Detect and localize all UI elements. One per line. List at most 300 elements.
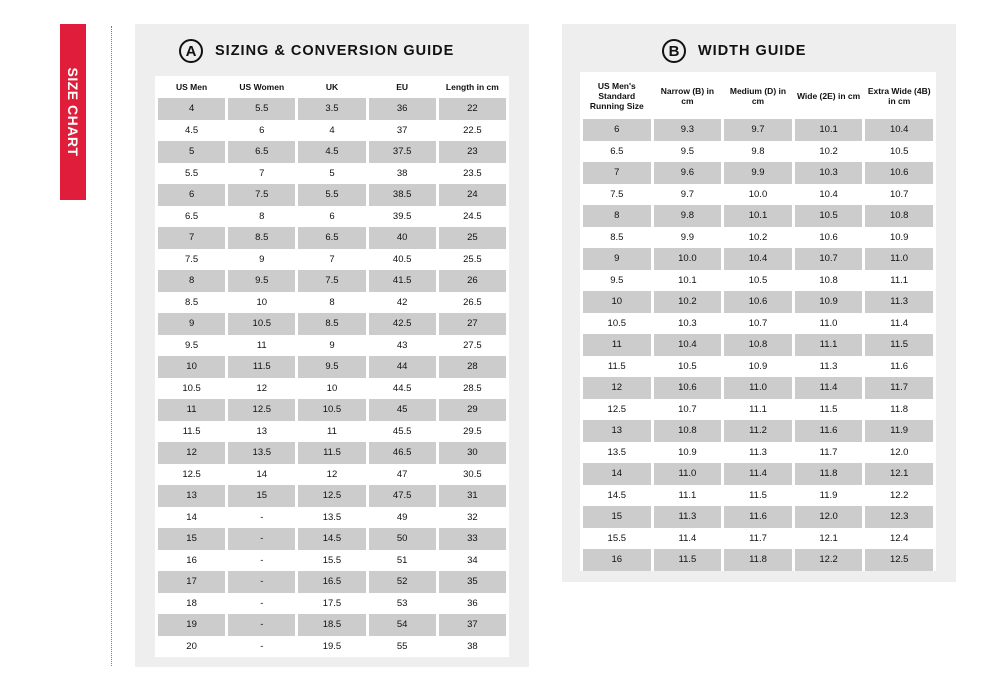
- table-cell: 10.7: [795, 248, 863, 270]
- table-cell: 10.6: [724, 291, 792, 313]
- table-cell: 11.3: [654, 506, 722, 528]
- table-cell: 7.5: [298, 270, 365, 292]
- table-cell: 3.5: [298, 98, 365, 120]
- table-row: [583, 399, 933, 421]
- table-cell: 54: [369, 614, 436, 636]
- table-cell: 11.4: [865, 313, 933, 335]
- table-cell: 44: [369, 356, 436, 378]
- table-cell: 7.5: [583, 184, 651, 206]
- table-cell: 9.3: [654, 119, 722, 141]
- table-cell: 11.0: [654, 463, 722, 485]
- table-row: [583, 184, 933, 206]
- table-cell: 15.5: [583, 528, 651, 550]
- table-cell: 45: [369, 399, 436, 421]
- table-cell: 10.5: [654, 356, 722, 378]
- table-row: [583, 205, 933, 227]
- table-cell: 9.9: [654, 227, 722, 249]
- table-row: [158, 335, 506, 357]
- table-cell: 9.7: [654, 184, 722, 206]
- table-cell: 11: [298, 421, 365, 443]
- table-cell: 11.5: [654, 549, 722, 571]
- table-cell: 18.5: [298, 614, 365, 636]
- table-cell: 36: [369, 98, 436, 120]
- table-cell: 20: [158, 636, 225, 658]
- table-row: [158, 421, 506, 443]
- width-title: WIDTH GUIDE: [698, 43, 807, 59]
- width-table-body: [583, 119, 933, 571]
- table-cell: 47: [369, 464, 436, 486]
- sizing-header-row: [158, 76, 506, 98]
- table-cell: 16: [158, 550, 225, 572]
- table-cell: 5: [298, 163, 365, 185]
- table-cell: 10: [583, 291, 651, 313]
- table-cell: 24.5: [439, 206, 506, 228]
- table-row: [158, 571, 506, 593]
- table-cell: 14.5: [583, 485, 651, 507]
- table-cell: 12.5: [298, 485, 365, 507]
- table-cell: 7: [583, 162, 651, 184]
- table-cell: 9.5: [583, 270, 651, 292]
- table-cell: 23.5: [439, 163, 506, 185]
- table-cell: 5.5: [158, 163, 225, 185]
- table-cell: 10.1: [795, 119, 863, 141]
- table-cell: 11.1: [865, 270, 933, 292]
- table-cell: 11.9: [795, 485, 863, 507]
- table-cell: 14.5: [298, 528, 365, 550]
- table-row: [158, 249, 506, 271]
- table-row: [158, 98, 506, 120]
- table-cell: 10.5: [228, 313, 295, 335]
- table-cell: 10.5: [158, 378, 225, 400]
- table-cell: 11.0: [724, 377, 792, 399]
- table-cell: 24: [439, 184, 506, 206]
- table-cell: -: [228, 507, 295, 529]
- column-header: Narrow (B) in cm: [660, 85, 715, 106]
- table-row: [158, 313, 506, 335]
- table-cell: 10.4: [724, 248, 792, 270]
- table-cell: 12: [298, 464, 365, 486]
- table-cell: 11.7: [795, 442, 863, 464]
- table-cell: 7: [298, 249, 365, 271]
- table-cell: 10.0: [724, 184, 792, 206]
- table-cell: 9.5: [228, 270, 295, 292]
- table-cell: 17: [158, 571, 225, 593]
- table-cell: 11.3: [865, 291, 933, 313]
- table-cell: 10.6: [654, 377, 722, 399]
- column-header: Wide (2E) in cm: [796, 90, 861, 101]
- table-cell: 5.5: [298, 184, 365, 206]
- table-cell: 10.8: [724, 334, 792, 356]
- table-cell: 8.5: [583, 227, 651, 249]
- table-cell: 10.9: [795, 291, 863, 313]
- table-cell: 5.5: [228, 98, 295, 120]
- table-cell: 11.8: [724, 549, 792, 571]
- table-cell: 11.3: [724, 442, 792, 464]
- width-table: [580, 72, 936, 571]
- table-cell: 11.5: [298, 442, 365, 464]
- table-cell: -: [228, 550, 295, 572]
- table-cell: 12: [583, 377, 651, 399]
- table-cell: 19.5: [298, 636, 365, 658]
- table-cell: 11.5: [158, 421, 225, 443]
- table-cell: 45.5: [369, 421, 436, 443]
- table-cell: 10.5: [724, 270, 792, 292]
- table-cell: 9: [158, 313, 225, 335]
- table-cell: 15: [583, 506, 651, 528]
- table-cell: 4.5: [158, 120, 225, 142]
- table-cell: 55: [369, 636, 436, 658]
- table-cell: 19: [158, 614, 225, 636]
- table-cell: 16: [583, 549, 651, 571]
- table-row: [158, 442, 506, 464]
- table-cell: 12: [158, 442, 225, 464]
- table-cell: 12.5: [158, 464, 225, 486]
- table-row: [583, 420, 933, 442]
- table-row: [158, 464, 506, 486]
- table-cell: 9: [298, 335, 365, 357]
- table-cell: 12: [228, 378, 295, 400]
- table-cell: 9.5: [298, 356, 365, 378]
- table-row: [158, 507, 506, 529]
- table-cell: 29: [439, 399, 506, 421]
- table-cell: 6: [158, 184, 225, 206]
- table-cell: 27.5: [439, 335, 506, 357]
- table-cell: 10.5: [865, 141, 933, 163]
- table-cell: 38: [369, 163, 436, 185]
- table-cell: 4.5: [298, 141, 365, 163]
- table-cell: 10: [298, 378, 365, 400]
- table-cell: 30.5: [439, 464, 506, 486]
- table-cell: 11.3: [795, 356, 863, 378]
- section-b-badge: B: [662, 39, 686, 63]
- table-cell: 18: [158, 593, 225, 615]
- table-row: [583, 119, 933, 141]
- table-row: [158, 141, 506, 163]
- table-cell: 12.0: [865, 442, 933, 464]
- sizing-conversion-panel: [135, 24, 529, 667]
- table-cell: 33: [439, 528, 506, 550]
- table-cell: 46.5: [369, 442, 436, 464]
- table-row: [583, 334, 933, 356]
- table-cell: 10.4: [654, 334, 722, 356]
- table-cell: 9.8: [654, 205, 722, 227]
- width-guide-panel: [562, 24, 956, 582]
- table-cell: 6.5: [228, 141, 295, 163]
- table-cell: 11.4: [795, 377, 863, 399]
- table-cell: 12.4: [865, 528, 933, 550]
- table-cell: 9.9: [724, 162, 792, 184]
- table-row: [583, 377, 933, 399]
- table-cell: 10.4: [865, 119, 933, 141]
- table-cell: 5: [158, 141, 225, 163]
- table-cell: 14: [583, 463, 651, 485]
- table-cell: 11.6: [724, 506, 792, 528]
- table-cell: 11.4: [724, 463, 792, 485]
- width-header-row: [583, 72, 933, 119]
- table-cell: 30: [439, 442, 506, 464]
- column-header: Medium (D) in cm: [729, 85, 787, 106]
- table-cell: 11.1: [724, 399, 792, 421]
- table-row: [158, 227, 506, 249]
- table-cell: 10: [158, 356, 225, 378]
- table-cell: 37: [369, 120, 436, 142]
- table-row: [583, 313, 933, 335]
- table-cell: 28.5: [439, 378, 506, 400]
- table-row: [583, 248, 933, 270]
- table-cell: 10.7: [865, 184, 933, 206]
- table-cell: 28: [439, 356, 506, 378]
- table-cell: 11.8: [865, 399, 933, 421]
- table-cell: 10.6: [865, 162, 933, 184]
- table-cell: 12.5: [865, 549, 933, 571]
- table-cell: 10.5: [298, 399, 365, 421]
- table-cell: 4: [298, 120, 365, 142]
- table-cell: 51: [369, 550, 436, 572]
- sizing-table: [155, 76, 509, 657]
- table-cell: 11.5: [795, 399, 863, 421]
- table-cell: 17.5: [298, 593, 365, 615]
- table-cell: 14: [228, 464, 295, 486]
- table-cell: -: [228, 528, 295, 550]
- column-header: Extra Wide (4B) in cm: [867, 85, 931, 106]
- table-cell: 50: [369, 528, 436, 550]
- table-row: [158, 593, 506, 615]
- table-cell: -: [228, 636, 295, 658]
- table-cell: 11.0: [865, 248, 933, 270]
- table-cell: 42: [369, 292, 436, 314]
- table-cell: 11.5: [583, 356, 651, 378]
- table-row: [158, 120, 506, 142]
- table-cell: 10.5: [795, 205, 863, 227]
- table-cell: 9: [583, 248, 651, 270]
- table-cell: 11.6: [795, 420, 863, 442]
- table-row: [158, 485, 506, 507]
- table-cell: 38: [439, 636, 506, 658]
- table-cell: 25: [439, 227, 506, 249]
- table-row: [583, 463, 933, 485]
- table-cell: 10.6: [795, 227, 863, 249]
- table-cell: 15.5: [298, 550, 365, 572]
- table-cell: 11.8: [795, 463, 863, 485]
- table-cell: 15: [158, 528, 225, 550]
- sizing-table-body: [158, 98, 506, 657]
- table-cell: 10: [228, 292, 295, 314]
- table-cell: 11.2: [724, 420, 792, 442]
- dotted-divider: [111, 26, 112, 666]
- table-cell: 10.9: [724, 356, 792, 378]
- column-header: US Men's Standard Running Size: [589, 80, 644, 111]
- table-cell: 29.5: [439, 421, 506, 443]
- table-cell: 26.5: [439, 292, 506, 314]
- table-cell: 11.1: [795, 334, 863, 356]
- sizing-heading: [179, 36, 454, 66]
- table-cell: -: [228, 614, 295, 636]
- table-row: [583, 141, 933, 163]
- table-cell: 37: [439, 614, 506, 636]
- table-cell: 12.3: [865, 506, 933, 528]
- table-cell: 9.7: [724, 119, 792, 141]
- table-cell: 11.4: [654, 528, 722, 550]
- table-row: [583, 227, 933, 249]
- table-cell: 6: [298, 206, 365, 228]
- table-cell: 7: [158, 227, 225, 249]
- table-cell: 6.5: [298, 227, 365, 249]
- table-row: [158, 270, 506, 292]
- table-cell: 7: [228, 163, 295, 185]
- table-cell: 6: [583, 119, 651, 141]
- table-cell: 14: [158, 507, 225, 529]
- table-cell: 9.8: [724, 141, 792, 163]
- table-cell: 10.3: [654, 313, 722, 335]
- table-cell: 7.5: [228, 184, 295, 206]
- table-row: [158, 636, 506, 658]
- table-cell: 10.1: [654, 270, 722, 292]
- table-cell: 10.9: [865, 227, 933, 249]
- column-header: Length in cm: [445, 82, 499, 92]
- size-chart-label: SIZE CHART: [65, 67, 81, 157]
- table-cell: 13: [228, 421, 295, 443]
- table-cell: 44.5: [369, 378, 436, 400]
- table-cell: 9.5: [158, 335, 225, 357]
- table-cell: 42.5: [369, 313, 436, 335]
- table-row: [158, 206, 506, 228]
- table-cell: 10.4: [795, 184, 863, 206]
- table-cell: 13.5: [583, 442, 651, 464]
- table-row: [158, 163, 506, 185]
- table-cell: 37.5: [369, 141, 436, 163]
- table-cell: 12.5: [228, 399, 295, 421]
- table-cell: 25.5: [439, 249, 506, 271]
- table-cell: 10.7: [654, 399, 722, 421]
- table-cell: 10.2: [654, 291, 722, 313]
- table-cell: 10.8: [654, 420, 722, 442]
- table-cell: 36: [439, 593, 506, 615]
- table-cell: 10.3: [795, 162, 863, 184]
- table-cell: 22.5: [439, 120, 506, 142]
- table-cell: -: [228, 571, 295, 593]
- table-cell: 11.6: [865, 356, 933, 378]
- table-cell: 10.0: [654, 248, 722, 270]
- table-cell: 8.5: [228, 227, 295, 249]
- table-cell: 8: [228, 206, 295, 228]
- table-row: [583, 485, 933, 507]
- table-row: [583, 356, 933, 378]
- table-cell: 11: [158, 399, 225, 421]
- table-cell: 13.5: [228, 442, 295, 464]
- table-row: [583, 549, 933, 571]
- table-cell: 12.1: [795, 528, 863, 550]
- table-cell: 10.7: [724, 313, 792, 335]
- width-heading: [662, 36, 806, 66]
- table-cell: 12.2: [865, 485, 933, 507]
- table-cell: 9: [228, 249, 295, 271]
- table-cell: 27: [439, 313, 506, 335]
- table-cell: 6.5: [583, 141, 651, 163]
- table-cell: 23: [439, 141, 506, 163]
- table-cell: 4: [158, 98, 225, 120]
- table-cell: 7.5: [158, 249, 225, 271]
- table-cell: 8.5: [298, 313, 365, 335]
- table-cell: 10.2: [724, 227, 792, 249]
- table-cell: 9.6: [654, 162, 722, 184]
- table-row: [158, 550, 506, 572]
- table-cell: 11.0: [795, 313, 863, 335]
- section-a-badge: A: [179, 39, 203, 63]
- table-cell: 12.1: [865, 463, 933, 485]
- table-cell: 11.7: [724, 528, 792, 550]
- table-row: [158, 528, 506, 550]
- table-cell: 11.7: [865, 377, 933, 399]
- table-cell: 6.5: [158, 206, 225, 228]
- size-chart-tab: [60, 24, 86, 200]
- sizing-title: SIZING & CONVERSION GUIDE: [215, 43, 455, 59]
- table-cell: 43: [369, 335, 436, 357]
- table-row: [583, 291, 933, 313]
- table-cell: 40: [369, 227, 436, 249]
- column-header: US Men: [176, 82, 208, 92]
- table-cell: 8: [583, 205, 651, 227]
- table-cell: 12.5: [583, 399, 651, 421]
- table-cell: 11.5: [724, 485, 792, 507]
- table-cell: 11.5: [865, 334, 933, 356]
- table-cell: 8: [298, 292, 365, 314]
- table-cell: 52: [369, 571, 436, 593]
- table-cell: 12.2: [795, 549, 863, 571]
- table-row: [583, 270, 933, 292]
- table-row: [583, 506, 933, 528]
- table-cell: 34: [439, 550, 506, 572]
- table-cell: -: [228, 593, 295, 615]
- table-cell: 26: [439, 270, 506, 292]
- table-cell: 10.5: [583, 313, 651, 335]
- table-row: [583, 442, 933, 464]
- table-cell: 6: [228, 120, 295, 142]
- table-cell: 40.5: [369, 249, 436, 271]
- table-cell: 10.1: [724, 205, 792, 227]
- table-row: [158, 614, 506, 636]
- table-cell: 39.5: [369, 206, 436, 228]
- table-cell: 10.2: [795, 141, 863, 163]
- table-cell: 8: [158, 270, 225, 292]
- column-header: EU: [396, 82, 409, 92]
- table-cell: 15: [228, 485, 295, 507]
- table-row: [583, 162, 933, 184]
- table-cell: 49: [369, 507, 436, 529]
- table-cell: 11.1: [654, 485, 722, 507]
- table-cell: 41.5: [369, 270, 436, 292]
- table-cell: 10.8: [865, 205, 933, 227]
- table-cell: 11.9: [865, 420, 933, 442]
- table-cell: 38.5: [369, 184, 436, 206]
- table-row: [158, 292, 506, 314]
- table-cell: 22: [439, 98, 506, 120]
- table-cell: 12.0: [795, 506, 863, 528]
- table-row: [158, 378, 506, 400]
- table-cell: 32: [439, 507, 506, 529]
- table-row: [158, 399, 506, 421]
- table-row: [158, 184, 506, 206]
- table-cell: 16.5: [298, 571, 365, 593]
- table-cell: 47.5: [369, 485, 436, 507]
- table-row: [583, 528, 933, 550]
- column-header: UK: [325, 82, 339, 92]
- table-cell: 11.5: [228, 356, 295, 378]
- column-header: US Women: [239, 82, 285, 92]
- table-cell: 10.8: [795, 270, 863, 292]
- table-row: [158, 356, 506, 378]
- table-cell: 35: [439, 571, 506, 593]
- table-cell: 8.5: [158, 292, 225, 314]
